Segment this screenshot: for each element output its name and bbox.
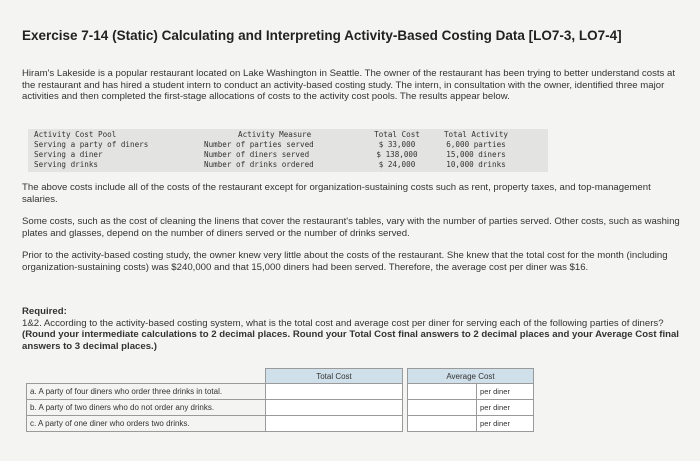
table-row xyxy=(27,416,534,432)
answer-table xyxy=(26,368,534,432)
pool-cell: Serving a party of diners xyxy=(34,140,149,149)
header-activity-measure: Activity Measure xyxy=(238,130,312,139)
table-row xyxy=(27,384,534,400)
total-cost-input-b[interactable] xyxy=(266,400,403,416)
paragraph-some-costs: Some costs, such as the cost of cleaning the linens that cover the restaurant's tables, vary with the number of parties served. Other costs, such as washing plates and glasses, depend on the number of diners served or the number of drinks served. xyxy=(22,216,680,239)
required-section xyxy=(22,306,682,352)
activity-cost-table xyxy=(28,129,548,172)
paragraph-prior-study: Prior to the activity-based costing study, the owner knew very little about the costs of the restaurant. She knew that the total cost for the month (including organization-sustaining costs) was $240,000 and that 15,000 diners had been served. Therefore, the average cost per diner was $16. xyxy=(22,250,668,273)
page-title: Exercise 7-14 (Static) Calculating and Interpreting Activity-Based Costing Data [LO7-3, LO7-4] xyxy=(22,28,622,43)
header-total-cost-answer: Total Cost xyxy=(266,369,403,384)
total-cost-input-a[interactable] xyxy=(266,384,403,400)
average-cost-input-c[interactable] xyxy=(408,416,477,432)
row-label-b: b. A party of two diners who do not order any drinks. xyxy=(27,400,266,416)
activity-cell: 10,000 drinks xyxy=(446,160,506,169)
activity-pool-column xyxy=(34,130,148,170)
total-activity-column xyxy=(440,130,512,170)
unit-label: per diner xyxy=(477,416,534,432)
pool-cell: Serving drinks xyxy=(34,160,99,169)
row-label-a: a. A party of four diners who order three drinks in total. xyxy=(27,384,266,400)
unit-label: per diner xyxy=(477,384,534,400)
pool-cell: Serving a diner xyxy=(34,150,103,159)
activity-measure-column xyxy=(204,130,314,170)
paragraph-costs-include: The above costs include all of the costs of the restaurant except for organization-sustaining costs such as rent, property taxes, and top-management salaries. xyxy=(22,182,651,205)
header-average-cost: Average Cost xyxy=(408,369,534,384)
answer-header-blank xyxy=(27,369,266,384)
intro-paragraph: Hiram's Lakeside is a popular restaurant located on Lake Washington in Seattle. The owner of the restaurant has been trying to better understand costs at the restaurant and has hired a student intern to conduct an activity-based costing study. The intern, in consultation with the owner, identified three major activities and then completed the first-stage allocations of costs to the activity cost pools. The results appear below. xyxy=(22,68,675,102)
unit-label: per diner xyxy=(477,400,534,416)
header-total-activity: Total Activity xyxy=(443,130,508,139)
cost-cell: $ 24,000 xyxy=(378,160,416,169)
table-row xyxy=(27,400,534,416)
cost-cell: $ 33,000 xyxy=(378,140,416,149)
required-rounding-instructions: (Round your intermediate calculations to 2 decimal places. Round your Total Cost final answers to 2 decimal places and your Average Cost final answers to 3 decimal places.) xyxy=(22,329,679,352)
header-activity-cost-pool: Activity Cost Pool xyxy=(34,130,117,139)
cost-cell: $ 138,000 xyxy=(376,150,418,159)
total-cost-column xyxy=(368,130,426,170)
header-total-cost: Total Cost xyxy=(374,130,420,139)
required-question: 1&2. According to the activity-based costing system, what is the total cost and average cost per diner for serving each of the following parties of diners? xyxy=(22,317,664,329)
measure-cell: Number of drinks ordered xyxy=(204,160,314,169)
required-heading: Required: xyxy=(22,306,67,317)
average-cost-input-a[interactable] xyxy=(408,384,477,400)
measure-cell: Number of parties served xyxy=(204,140,314,149)
activity-cell: 15,000 diners xyxy=(446,150,506,159)
row-label-c: c. A party of one diner who orders two drinks. xyxy=(27,416,266,432)
measure-cell: Number of diners served xyxy=(204,150,310,159)
average-cost-input-b[interactable] xyxy=(408,400,477,416)
activity-cell: 6,000 parties xyxy=(446,140,506,149)
total-cost-input-c[interactable] xyxy=(266,416,403,432)
